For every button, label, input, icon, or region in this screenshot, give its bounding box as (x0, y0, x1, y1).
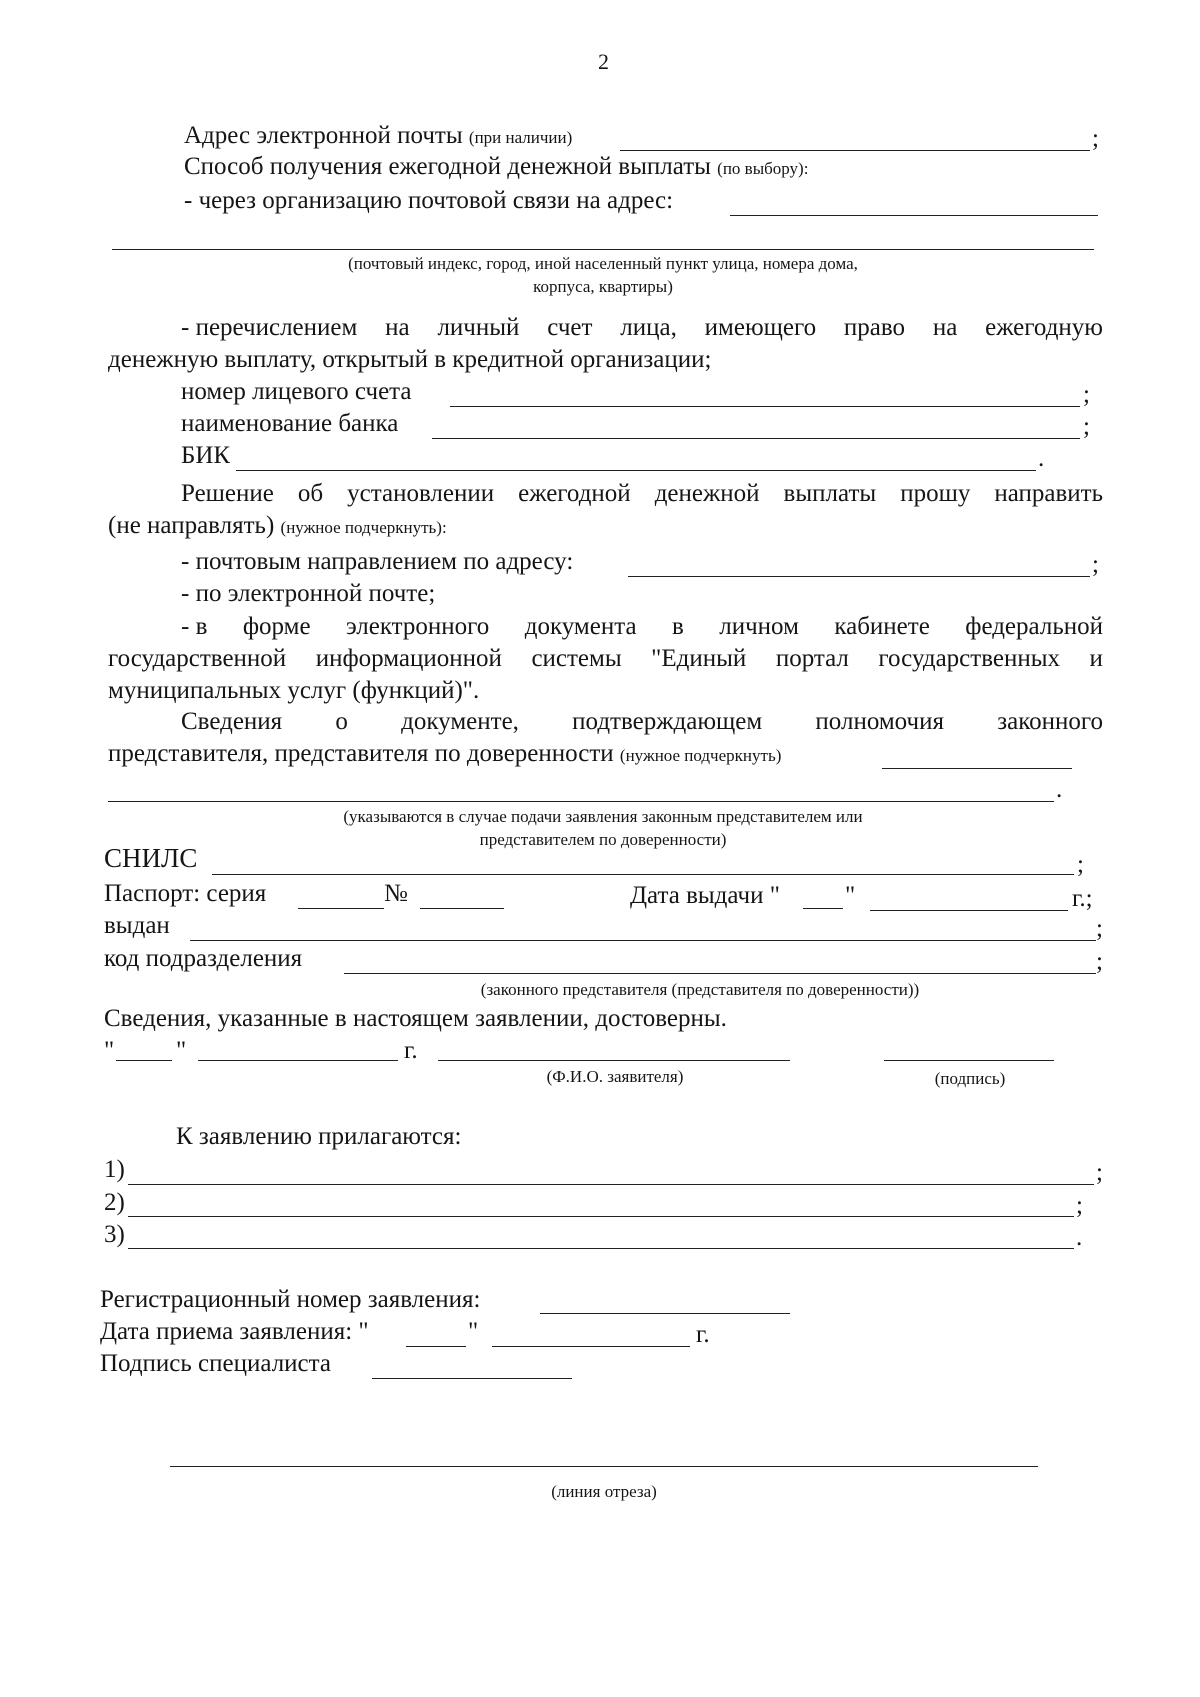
confirmation-text: Сведения, указанные в настоящем заявлении, достоверны. (104, 1005, 727, 1032)
postal-address-field[interactable] (730, 215, 1098, 216)
division-code-end: ; (1096, 948, 1103, 975)
page-number: 2 (598, 49, 609, 74)
applicant-fio-field[interactable] (438, 1060, 790, 1061)
bik-field[interactable] (236, 470, 1036, 471)
snils-field[interactable] (212, 874, 1074, 875)
bank-name-label: наименование банка (181, 410, 399, 437)
cut-line-caption: (линия отреза) (551, 1482, 657, 1501)
passport-year-end: г.; (1072, 885, 1093, 912)
cut-line (170, 1466, 1038, 1467)
account-number-field[interactable] (450, 406, 1080, 407)
registration-number-label: Регистрационный номер заявления: (100, 1286, 481, 1313)
registration-date-quote: " (468, 1318, 479, 1345)
email-field[interactable] (620, 150, 1090, 151)
issued-by-label: выдан (104, 912, 170, 939)
passport-series-label: Паспорт: серия (104, 880, 267, 907)
decision-mail-end: ; (1092, 551, 1099, 578)
email-label: Адрес электронной почты (при наличии) (184, 122, 573, 149)
signature-day-field[interactable] (116, 1060, 172, 1061)
attachment-1-field[interactable] (128, 1184, 1094, 1185)
decision-mail-address-field[interactable] (628, 576, 1090, 577)
division-code-field[interactable] (344, 973, 1096, 974)
signature-caption: (подпись) (934, 1069, 1006, 1088)
address-caption-line-2: корпуса, квартиры) (533, 277, 673, 296)
division-code-label: код подразделения (104, 945, 303, 972)
decision-line-2: (не направлять) (нужное подчеркнуть): (108, 512, 447, 539)
signature-year: г. (404, 1037, 418, 1064)
representative-caption-line-2: представителем по доверенности) (479, 830, 727, 849)
snils-label: СНИЛС (104, 843, 198, 873)
bank-transfer-line-2: денежную выплату, открытый в кредитной организации; (108, 346, 712, 373)
account-number-end: ; (1083, 381, 1090, 408)
issued-by-end: ; (1096, 915, 1103, 942)
payment-method-label: Способ получения ежегодной денежной выплаты (по выбору): (184, 153, 809, 180)
passport-day-field[interactable] (803, 908, 843, 909)
bank-transfer-line-1: - перечислением на личный счет лица, имеющего право на ежегодную (181, 314, 1103, 341)
attachment-2-field[interactable] (128, 1216, 1074, 1217)
representative-end: . (1056, 776, 1063, 803)
registration-date-label: Дата приема заявления: " (100, 1318, 369, 1345)
representative-doc-field[interactable] (882, 768, 1072, 769)
attachments-title: К заявлению прилагаются: (176, 1123, 462, 1150)
decision-mail-label: - почтовым направлением по адресу: (181, 548, 574, 575)
postal-option-label: - через организацию почтовой связи на адрес: (184, 187, 674, 214)
attachment-2-end: ; (1076, 1192, 1083, 1219)
passport-series-field[interactable] (298, 908, 384, 909)
passport-number-field[interactable] (420, 908, 504, 909)
bik-label: БИК (181, 442, 231, 469)
decision-line-1: Решение об установлении ежегодной денежной выплаты прошу направить (181, 480, 1103, 507)
issued-by-field[interactable] (190, 940, 1096, 941)
attachment-3-end: . (1076, 1224, 1083, 1251)
applicant-signature-field[interactable] (884, 1060, 1054, 1061)
passport-date-label: Дата выдачи " (630, 882, 780, 909)
representative-line-2: представителя, представителя по доверенности (нужное подчеркнуть) (108, 740, 782, 767)
registration-number-field[interactable] (540, 1313, 790, 1314)
snils-end: ; (1077, 851, 1084, 878)
bank-name-end: ; (1083, 413, 1090, 440)
attachment-1-end: ; (1096, 1159, 1103, 1186)
registration-date-year: г. (696, 1321, 710, 1348)
registration-day-field[interactable] (406, 1346, 466, 1347)
postal-address-field-2[interactable] (112, 249, 1094, 250)
specialist-signature-label: Подпись специалиста (100, 1350, 331, 1377)
bik-end: . (1038, 445, 1045, 472)
passport-date-quote: " (845, 882, 856, 909)
signature-quote-close: " (176, 1037, 187, 1064)
decision-portal-line-3: муниципальных услуг (функций)". (108, 677, 480, 704)
division-caption: (законного представителя (представителя по доверенности)) (480, 980, 920, 999)
address-caption-line-1: (почтовый индекс, город, иной населенный пункт улица, номера дома, (348, 254, 858, 273)
decision-portal-line-2: государственной информационной системы "Единый портал государственных и (108, 645, 1103, 672)
attachment-3-number: 3) (104, 1221, 125, 1248)
attachment-2-number: 2) (104, 1189, 125, 1216)
representative-line-1: Сведения о документе, подтверждающем полномочия законного (181, 708, 1103, 735)
account-number-label: номер лицевого счета (181, 378, 412, 405)
representative-doc-field-2[interactable] (108, 801, 1054, 802)
passport-number-label: № (384, 880, 408, 907)
email-end: ; (1092, 125, 1099, 152)
representative-caption-line-1: (указываются в случае подачи заявления законным представителем или (343, 807, 863, 826)
bank-name-field[interactable] (432, 438, 1080, 439)
registration-month-field[interactable] (492, 1346, 690, 1347)
attachment-3-field[interactable] (128, 1248, 1074, 1249)
decision-portal-line-1: - в форме электронного документа в личном кабинете федеральной (181, 613, 1103, 640)
decision-email-label: - по электронной почте; (181, 580, 436, 607)
fio-caption: (Ф.И.О. заявителя) (546, 1067, 684, 1086)
specialist-signature-field[interactable] (372, 1378, 572, 1379)
signature-quote-open: " (104, 1037, 115, 1064)
attachment-1-number: 1) (104, 1156, 125, 1183)
signature-month-field[interactable] (198, 1060, 398, 1061)
passport-month-field[interactable] (870, 910, 1068, 911)
